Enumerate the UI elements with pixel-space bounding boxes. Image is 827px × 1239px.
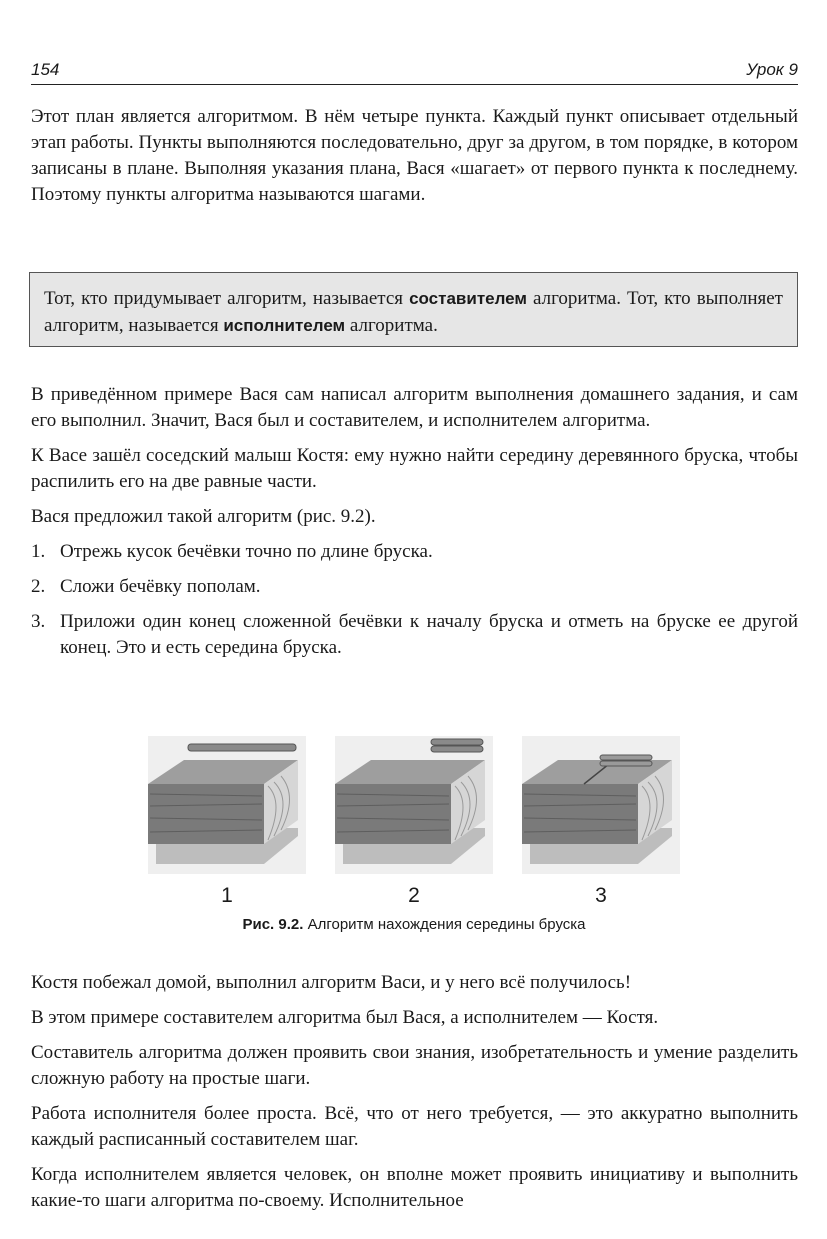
paragraph-executor-work: Работа исполнителя более проста. Всё, что от него требуется, — это аккуратно выполнить каждый расписанный составителем шаг. [31, 1103, 798, 1150]
paragraph-kostya-task: К Васе зашёл соседский малыш Костя: ему нужно найти середину деревянного бруска, чтобы распилить его на две равные части. [31, 445, 798, 492]
block-with-marked-middle-illustration [522, 736, 680, 874]
page-number: 154 [31, 60, 60, 79]
term-composer: составителем [409, 289, 527, 308]
block-with-string-illustration [148, 736, 306, 874]
figure-panel-3 [522, 736, 680, 874]
paragraph-algorithm-plan: Этот план является алгоритмом. В нём четыре пункта. Каждый пункт описывает отдельный этап работы. Пункты выполняются последовательно, друг за другом, в том порядке, в котором записаны в плане. Выполняя указания плана, Вася «шагает» от первого пункта к последнему. Поэтому пункты алгоритма называются шагами. [31, 106, 798, 205]
step-text: Отрежь кусок бечёвки точно по длине бруска. [60, 541, 433, 562]
step-number: 2. [31, 576, 46, 597]
step-text: Приложи один конец сложенной бечёвки к началу бруска и отметь на бруске ее другой конец. Это и есть середина бруска. [60, 611, 798, 658]
step-number: 1. [31, 541, 46, 562]
list-item [31, 609, 798, 661]
definition-text-2: алгоритма. Тот, кто выполняет алгоритм, называется [44, 288, 783, 336]
paragraph-composer-skills: Составитель алгоритма должен проявить свои знания, изобретательность и умение разделить сложную работу на простые шаги. [31, 1042, 798, 1089]
text-block-middle [31, 382, 798, 670]
definition-text-1: Тот, кто придумывает алгоритм, называется [44, 288, 410, 309]
figure-panel-2 [335, 736, 493, 874]
figure-panel-1 [148, 736, 306, 874]
block-with-folded-string-illustration [335, 736, 493, 874]
list-item [31, 539, 798, 565]
paragraph-roles: В этом примере составителем алгоритма был Вася, а исполнителем — Костя. [31, 1007, 659, 1028]
paragraph-kostya-result: Костя побежал домой, выполнил алгоритм Васи, и у него всё получилось! [31, 972, 632, 993]
definition-box [29, 272, 798, 347]
paragraph-human-executor: Когда исполнителем является человек, он вполне может проявить инициативу и выполнить какие-то шаги алгоритма по-своему. Исполнительное [31, 1164, 798, 1211]
figure-panel-label: 3 [595, 884, 607, 907]
algorithm-steps-list [31, 539, 798, 661]
paragraph-proposed-algorithm: Вася предложил такой алгоритм (рис. 9.2). [31, 506, 376, 527]
lesson-title: Урок 9 [746, 60, 798, 79]
definition-text-3: алгоритма. [345, 315, 438, 336]
term-executor: исполнителем [223, 316, 346, 335]
caption-text: Алгоритм нахождения середины бруска [303, 916, 586, 933]
figure-9-2 [148, 736, 680, 936]
figure-caption [148, 916, 680, 933]
paragraph-vasya-example: В приведённом примере Вася сам написал алгоритм выполнения домашнего задания, и сам его выполнил. Значит, Вася был и составителем, и исполнителем алгоритма. [31, 384, 798, 431]
figure-panel-label: 2 [408, 884, 420, 907]
page-header [31, 58, 798, 85]
list-item [31, 574, 798, 600]
caption-label: Рис. 9.2. [242, 916, 304, 933]
step-number: 3. [31, 611, 46, 632]
figure-panel-label: 1 [221, 884, 233, 907]
text-block-bottom [31, 970, 798, 1223]
step-text: Сложи бечёвку пополам. [60, 576, 261, 597]
text-block-top [31, 104, 798, 217]
